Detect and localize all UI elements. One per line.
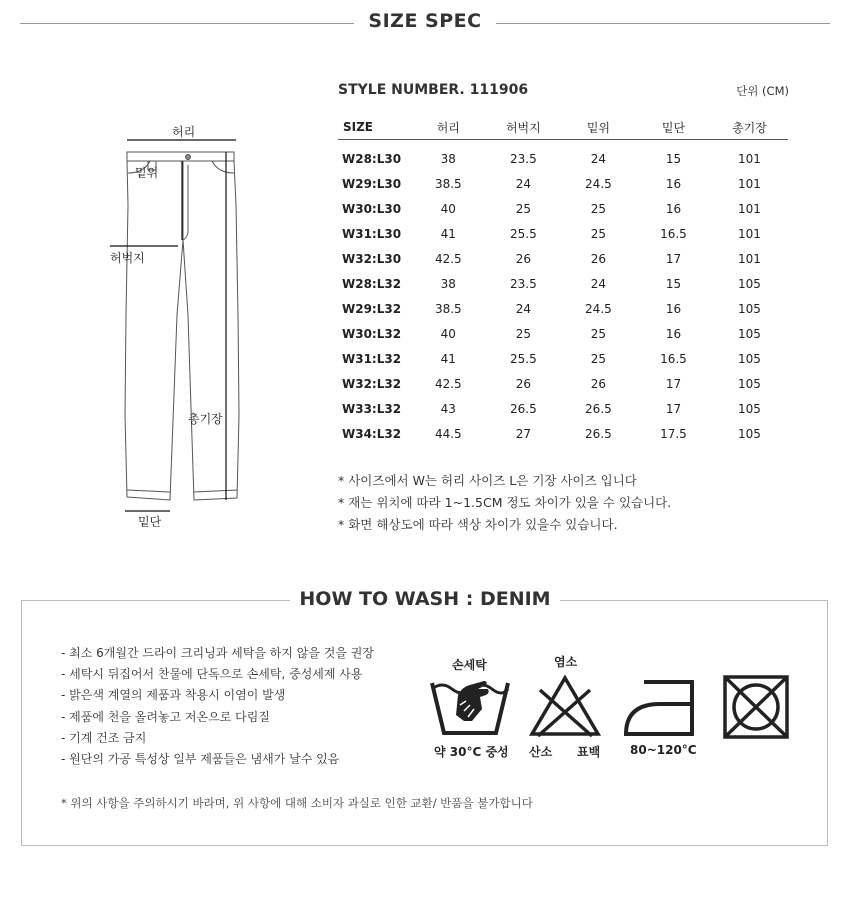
bleach-oxygen-label: 산소 [529, 745, 553, 759]
col-header: 밑위 [561, 115, 636, 140]
measure-cell: 105 [738, 426, 761, 441]
measure-cell: 24.5 [585, 176, 612, 191]
measure-cell: 101 [738, 151, 761, 166]
measure-cell: 42.5 [434, 251, 462, 266]
wash-instruction: - 세탁시 뒤집어서 찬물에 단독으로 손세탁, 중성세제 사용 [61, 667, 363, 682]
size-cell: W33:L32 [342, 401, 402, 416]
hand-wash-title: 손세탁 [452, 658, 487, 672]
wash-instruction: - 원단의 가공 특성상 일부 제품들은 냄새가 날수 있음 [61, 752, 340, 767]
measure-cell: 101 [738, 226, 761, 241]
wash-instructions [61, 643, 374, 770]
measure-cell: 25 [590, 201, 607, 216]
table-row [338, 396, 788, 421]
measure-cell: 38 [440, 151, 456, 166]
measure-cell: 16.5 [660, 351, 687, 366]
table-row [338, 321, 788, 346]
label-length: 총기장 [188, 412, 223, 426]
measure-cell: 26.5 [585, 426, 612, 441]
measure-cell: 26.5 [510, 401, 537, 416]
measure-cell: 26 [590, 376, 607, 391]
size-cell: W34:L32 [342, 426, 402, 441]
table-row [338, 221, 788, 246]
measure-cell: 101 [738, 251, 761, 266]
measure-cell: 23.5 [510, 151, 537, 166]
table-row [338, 196, 788, 221]
measure-cell: 41 [440, 226, 456, 241]
spec-notes [338, 470, 671, 536]
size-cell: W29:L32 [342, 301, 402, 316]
size-cell: W32:L30 [342, 251, 402, 266]
note-line: * 재는 위치에 따라 1~1.5CM 정도 차이가 있을 수 있습니다. [338, 495, 672, 510]
page-title: SIZE SPEC [368, 10, 482, 32]
measure-cell: 26 [515, 251, 531, 266]
measure-cell: 25 [590, 326, 607, 341]
measure-cell: 101 [738, 176, 761, 191]
measure-cell: 101 [738, 201, 761, 216]
measure-cell: 105 [738, 351, 761, 366]
no-bleach-icon [528, 674, 602, 738]
size-cell: W31:L30 [342, 226, 402, 241]
measure-cell: 43 [440, 401, 456, 416]
measure-cell: 25.5 [510, 226, 537, 241]
hand-wash-icon [428, 675, 512, 737]
size-cell: W32:L32 [342, 376, 402, 391]
measure-cell: 17 [665, 376, 682, 391]
measure-cell: 38.5 [434, 301, 462, 316]
measure-cell: 38 [440, 276, 456, 291]
col-header: SIZE [338, 115, 411, 140]
size-cell: W28:L30 [342, 151, 402, 166]
label-thigh: 허벅지 [110, 251, 145, 265]
measure-cell: 40 [440, 201, 456, 216]
unit-label: 단위 (CM) [736, 84, 789, 98]
jeans-diagram [100, 115, 270, 535]
measure-cell: 25 [515, 201, 531, 216]
hand-wash-caption: 약 30°C 중성 [434, 745, 509, 759]
measure-cell: 42.5 [434, 376, 462, 391]
measure-cell: 25 [590, 351, 607, 366]
measure-cell: 16.5 [660, 226, 687, 241]
iron-temperature: 80~120°C [630, 743, 697, 757]
measure-cell: 25 [515, 326, 531, 341]
measure-cell: 17.5 [660, 426, 687, 441]
measure-cell: 24 [590, 276, 607, 291]
table-row [338, 421, 788, 446]
col-header: 허벅지 [486, 115, 561, 140]
label-waist: 허리 [172, 125, 196, 139]
wash-instruction: - 최소 6개월간 드라이 크리닝과 세탁을 하지 않을 것을 권장 [61, 646, 374, 660]
measure-cell: 17 [665, 401, 682, 416]
style-number: STYLE NUMBER. 111906 [338, 82, 529, 98]
measure-cell: 16 [665, 326, 682, 341]
measure-cell: 26.5 [585, 401, 612, 416]
table-row [338, 371, 788, 396]
measure-cell: 15 [665, 276, 682, 291]
measure-cell: 41 [440, 351, 456, 366]
measure-cell: 105 [738, 376, 761, 391]
size-cell: W31:L32 [342, 351, 402, 366]
measure-cell: 38.5 [434, 176, 462, 191]
measure-cell: 105 [738, 301, 761, 316]
size-cell: W30:L30 [342, 201, 402, 216]
measure-cell: 17 [665, 251, 682, 266]
iron-icon [622, 678, 696, 738]
table-row [338, 346, 788, 371]
measure-cell: 24.5 [585, 301, 612, 316]
bleach-title: 염소 [554, 655, 578, 669]
size-spec-table [338, 115, 788, 446]
table-row [338, 246, 788, 271]
measure-cell: 105 [738, 326, 761, 341]
measure-cell: 105 [738, 401, 761, 416]
col-header: 허리 [411, 115, 486, 140]
measure-cell: 24 [515, 301, 531, 316]
bleach-label: 표백 [577, 745, 601, 759]
measure-cell: 27 [515, 426, 531, 441]
wash-instruction: - 기계 건조 금지 [61, 730, 147, 745]
measure-cell: 24 [515, 176, 531, 191]
measure-cell: 16 [665, 301, 682, 316]
size-cell: W28:L32 [342, 276, 402, 291]
no-tumble-dry-icon [722, 674, 790, 740]
note-line: * 사이즈에서 W는 허리 사이즈 L은 기장 사이즈 입니다 [338, 473, 637, 488]
measure-cell: 23.5 [510, 276, 537, 291]
measure-cell: 25 [590, 226, 607, 241]
measure-cell: 15 [665, 151, 682, 166]
size-cell: W29:L30 [342, 176, 402, 191]
col-header: 총기장 [711, 115, 788, 140]
measure-cell: 16 [665, 176, 682, 191]
col-header: 밑단 [636, 115, 711, 140]
measure-cell: 40 [440, 326, 456, 341]
label-rise: 밑위 [135, 166, 159, 180]
measure-cell: 44.5 [434, 426, 462, 441]
wash-instruction: - 제품에 천을 올려놓고 저온으로 다림질 [61, 709, 270, 724]
table-row [338, 296, 788, 321]
measure-cell: 16 [665, 201, 682, 216]
measure-cell: 25.5 [510, 351, 537, 366]
table-row [338, 171, 788, 196]
table-row [338, 140, 788, 172]
wash-footnote: * 위의 사항을 주의하시기 바라며, 위 사항에 대해 소비자 과실로 인한 교환/ 반품을 불가합니다 [61, 796, 533, 810]
note-line: * 화면 해상도에 따라 색상 차이가 있을수 있습니다. [338, 517, 618, 532]
table-row [338, 271, 788, 296]
measure-cell: 24 [590, 151, 607, 166]
measure-cell: 26 [590, 251, 607, 266]
measure-cell: 26 [515, 376, 531, 391]
wash-instruction: - 밝은색 계열의 제품과 착용시 이염이 발생 [61, 688, 286, 703]
label-hem: 밑단 [138, 515, 162, 529]
table-header-row [338, 115, 788, 140]
measure-cell: 105 [738, 276, 761, 291]
wash-title: HOW TO WASH : DENIM [290, 588, 560, 610]
size-cell: W30:L32 [342, 326, 402, 341]
